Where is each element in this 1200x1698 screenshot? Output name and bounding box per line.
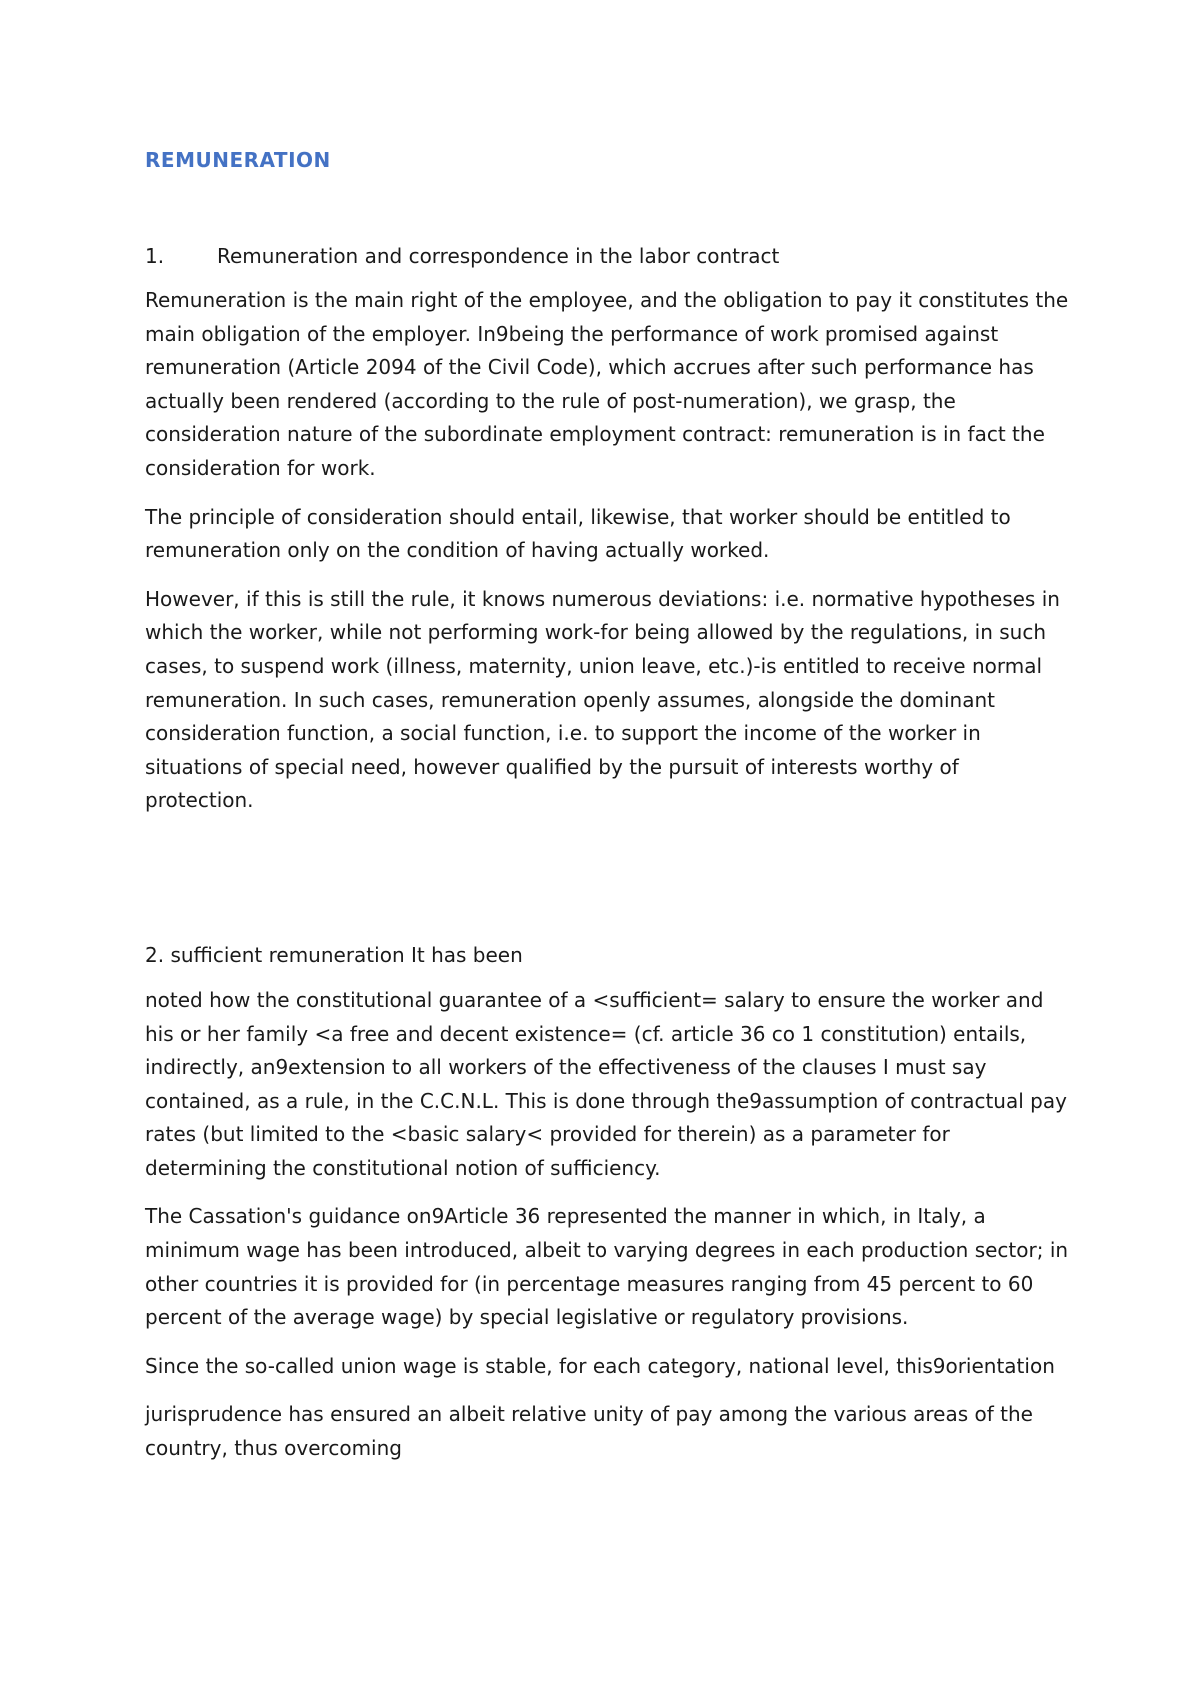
section-2-paragraph-2: The Cassation's guidance on9Article 36 represented the manner in which, in Italy, a minimum wage has been introduced, albeit to varying degrees in each production sector; in other countries it is provided for (in percentage measures ranging from 45 percent to 60 percent of the average wage) by special legislative or regulatory provisions. xyxy=(145,1204,1069,1330)
document-title: REMUNERATION xyxy=(145,148,331,172)
section-2-paragraph-4: jurisprudence has ensured an albeit relative unity of pay among the various areas of the country, thus overcoming xyxy=(145,1402,1033,1461)
section-2-heading xyxy=(145,938,1070,972)
section-2-paragraph-1: noted how the constitutional guarantee of a <sufficient= salary to ensure the worker and his or her family <a free and decent existence= (cf. article 36 co 1 constitution) entails, indirectly, an9extension to all workers of the effectiveness of the clauses I must say contained, as a rule, in the C.C.N.L. This is done through the9assumption of contractual pay rates (but limited to the <basic salary< provided for therein) as a parameter for determining the constitutional notion of sufficiency. xyxy=(145,987,1067,1180)
document-content xyxy=(145,146,1070,1466)
section-1-paragraph-1: Remuneration is the main right of the employee, and the obligation to pay it constitutes the main obligation of the employer. In9being the performance of work promised against remuneration (Article 2094 of the Civil Code), which accrues after such performance has actually been rendered (according to the rule of post-numeration), we grasp, the consideration nature of the subordinate employment contract: remuneration is in fact the consideration for work. xyxy=(145,288,1069,480)
section-1-paragraph-3: However, if this is still the rule, it knows numerous deviations: i.e. normative hypotheses in which the worker, while not performing work-for being allowed by the regulations, in such cases, to suspend work (illness, maternity, union leave, etc.)-is entitled to receive normal remuneration. In such cases, remuneration openly assumes, alongside the dominant consideration function, a social function, i.e. to support the income of the worker in situations of special need, however qualified by the pursuit of interests worthy of protection. xyxy=(145,586,1060,813)
section-1-heading xyxy=(145,239,1070,273)
section-1-paragraph-2: The principle of consideration should entail, likewise, that worker should be entitled to remuneration only on the condition of having actually worked. xyxy=(145,504,1011,563)
section-1-title: Remuneration and correspondence in the labor contract xyxy=(217,244,780,268)
section-2-paragraph-3: Since the so-called union wage is stable, for each category, national level, this9orientation xyxy=(145,1353,1055,1378)
section-1-number: 1. xyxy=(145,244,165,268)
section-2-title: 2. sufficient remuneration It has been xyxy=(145,942,523,967)
